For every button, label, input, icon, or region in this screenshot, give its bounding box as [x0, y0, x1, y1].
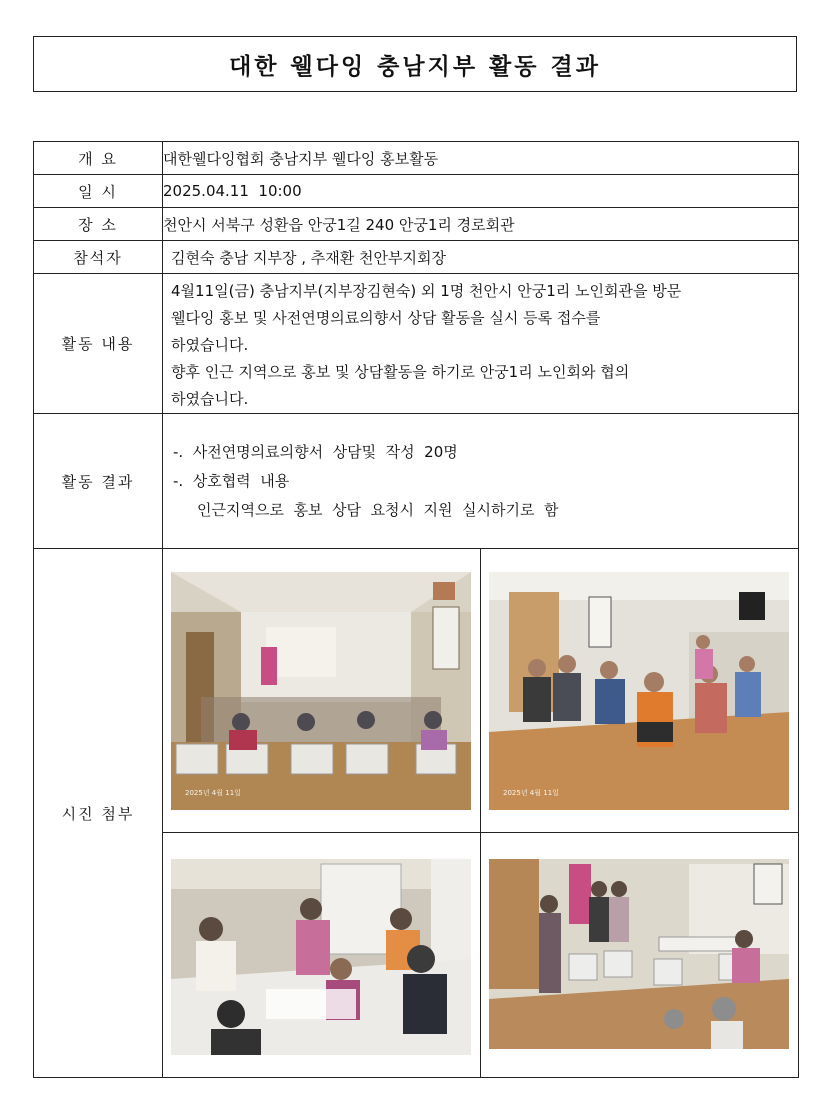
result-line: -. 상호협력 내용: [173, 471, 290, 490]
photo-cell-2: [481, 549, 799, 833]
activity-line: 웰다잉 홍보 및 사전연명의료의향서 상담 활동을 실시 등록 접수를: [171, 309, 601, 327]
label-place: 장 소: [34, 208, 163, 241]
row-attendees: [34, 241, 799, 274]
document-title-box: [33, 36, 797, 92]
value-place: 천안시 서북구 성환읍 안궁1길 240 안궁1리 경로회관: [163, 208, 799, 241]
row-datetime: [34, 175, 799, 208]
label-activity: 활동 내용: [34, 274, 163, 414]
row-place: [34, 208, 799, 241]
value-datetime: 2025.04.11 10:00: [163, 175, 799, 208]
row-photos: [34, 549, 799, 1078]
photo-consultation: [171, 859, 471, 1055]
photo-hall-standing: [489, 859, 789, 1049]
label-photos: 시진 첨부: [34, 549, 163, 1078]
report-table: [33, 141, 799, 1078]
label-datetime: 일 시: [34, 175, 163, 208]
document-title: 대한 웰다잉 충남지부 활동 결과: [229, 53, 601, 80]
photo-cell-4: [481, 833, 799, 1077]
photo-cell-1: [163, 549, 481, 833]
value-overview: 대한웰다잉협회 충남지부 웰다잉 홍보활동: [163, 142, 799, 175]
result-line: 인근지역으로 홍보 상담 요청시 지원 실시하기로 함: [197, 500, 559, 519]
row-results: [34, 414, 799, 549]
row-activity: [34, 274, 799, 414]
photo-area: [163, 549, 799, 1078]
label-results: 활동 결과: [34, 414, 163, 549]
row-overview: [34, 142, 799, 175]
photo-date-stamp: 2025년 4월 11일: [503, 789, 559, 797]
photo-men-seated: [489, 572, 789, 810]
activity-line: 향후 인근 지역으로 홍보 및 상담활동을 하기로 안궁1리 노인회와 협의: [171, 363, 630, 381]
value-attendees: 김현숙 충남 지부장 , 추재환 천안부지회장: [163, 241, 799, 274]
label-attendees: 참석자: [34, 241, 163, 274]
result-line: -. 사전연명의료의향서 상담및 작성 20명: [173, 442, 458, 461]
activity-line: 4월11일(금) 충남지부(지부장김현숙) 외 1명 천안시 안궁1리 노인회관을 방문: [171, 282, 682, 300]
activity-line: 하였습니다.: [171, 390, 249, 408]
photo-cell-3: [163, 833, 481, 1077]
activity-line: 하였습니다.: [171, 336, 249, 354]
value-activity: [163, 274, 799, 414]
value-results: [163, 414, 799, 549]
photo-hall-seated: [171, 572, 471, 810]
photo-date-stamp: 2025년 4월 11일: [185, 789, 241, 797]
label-overview: 개 요: [34, 142, 163, 175]
